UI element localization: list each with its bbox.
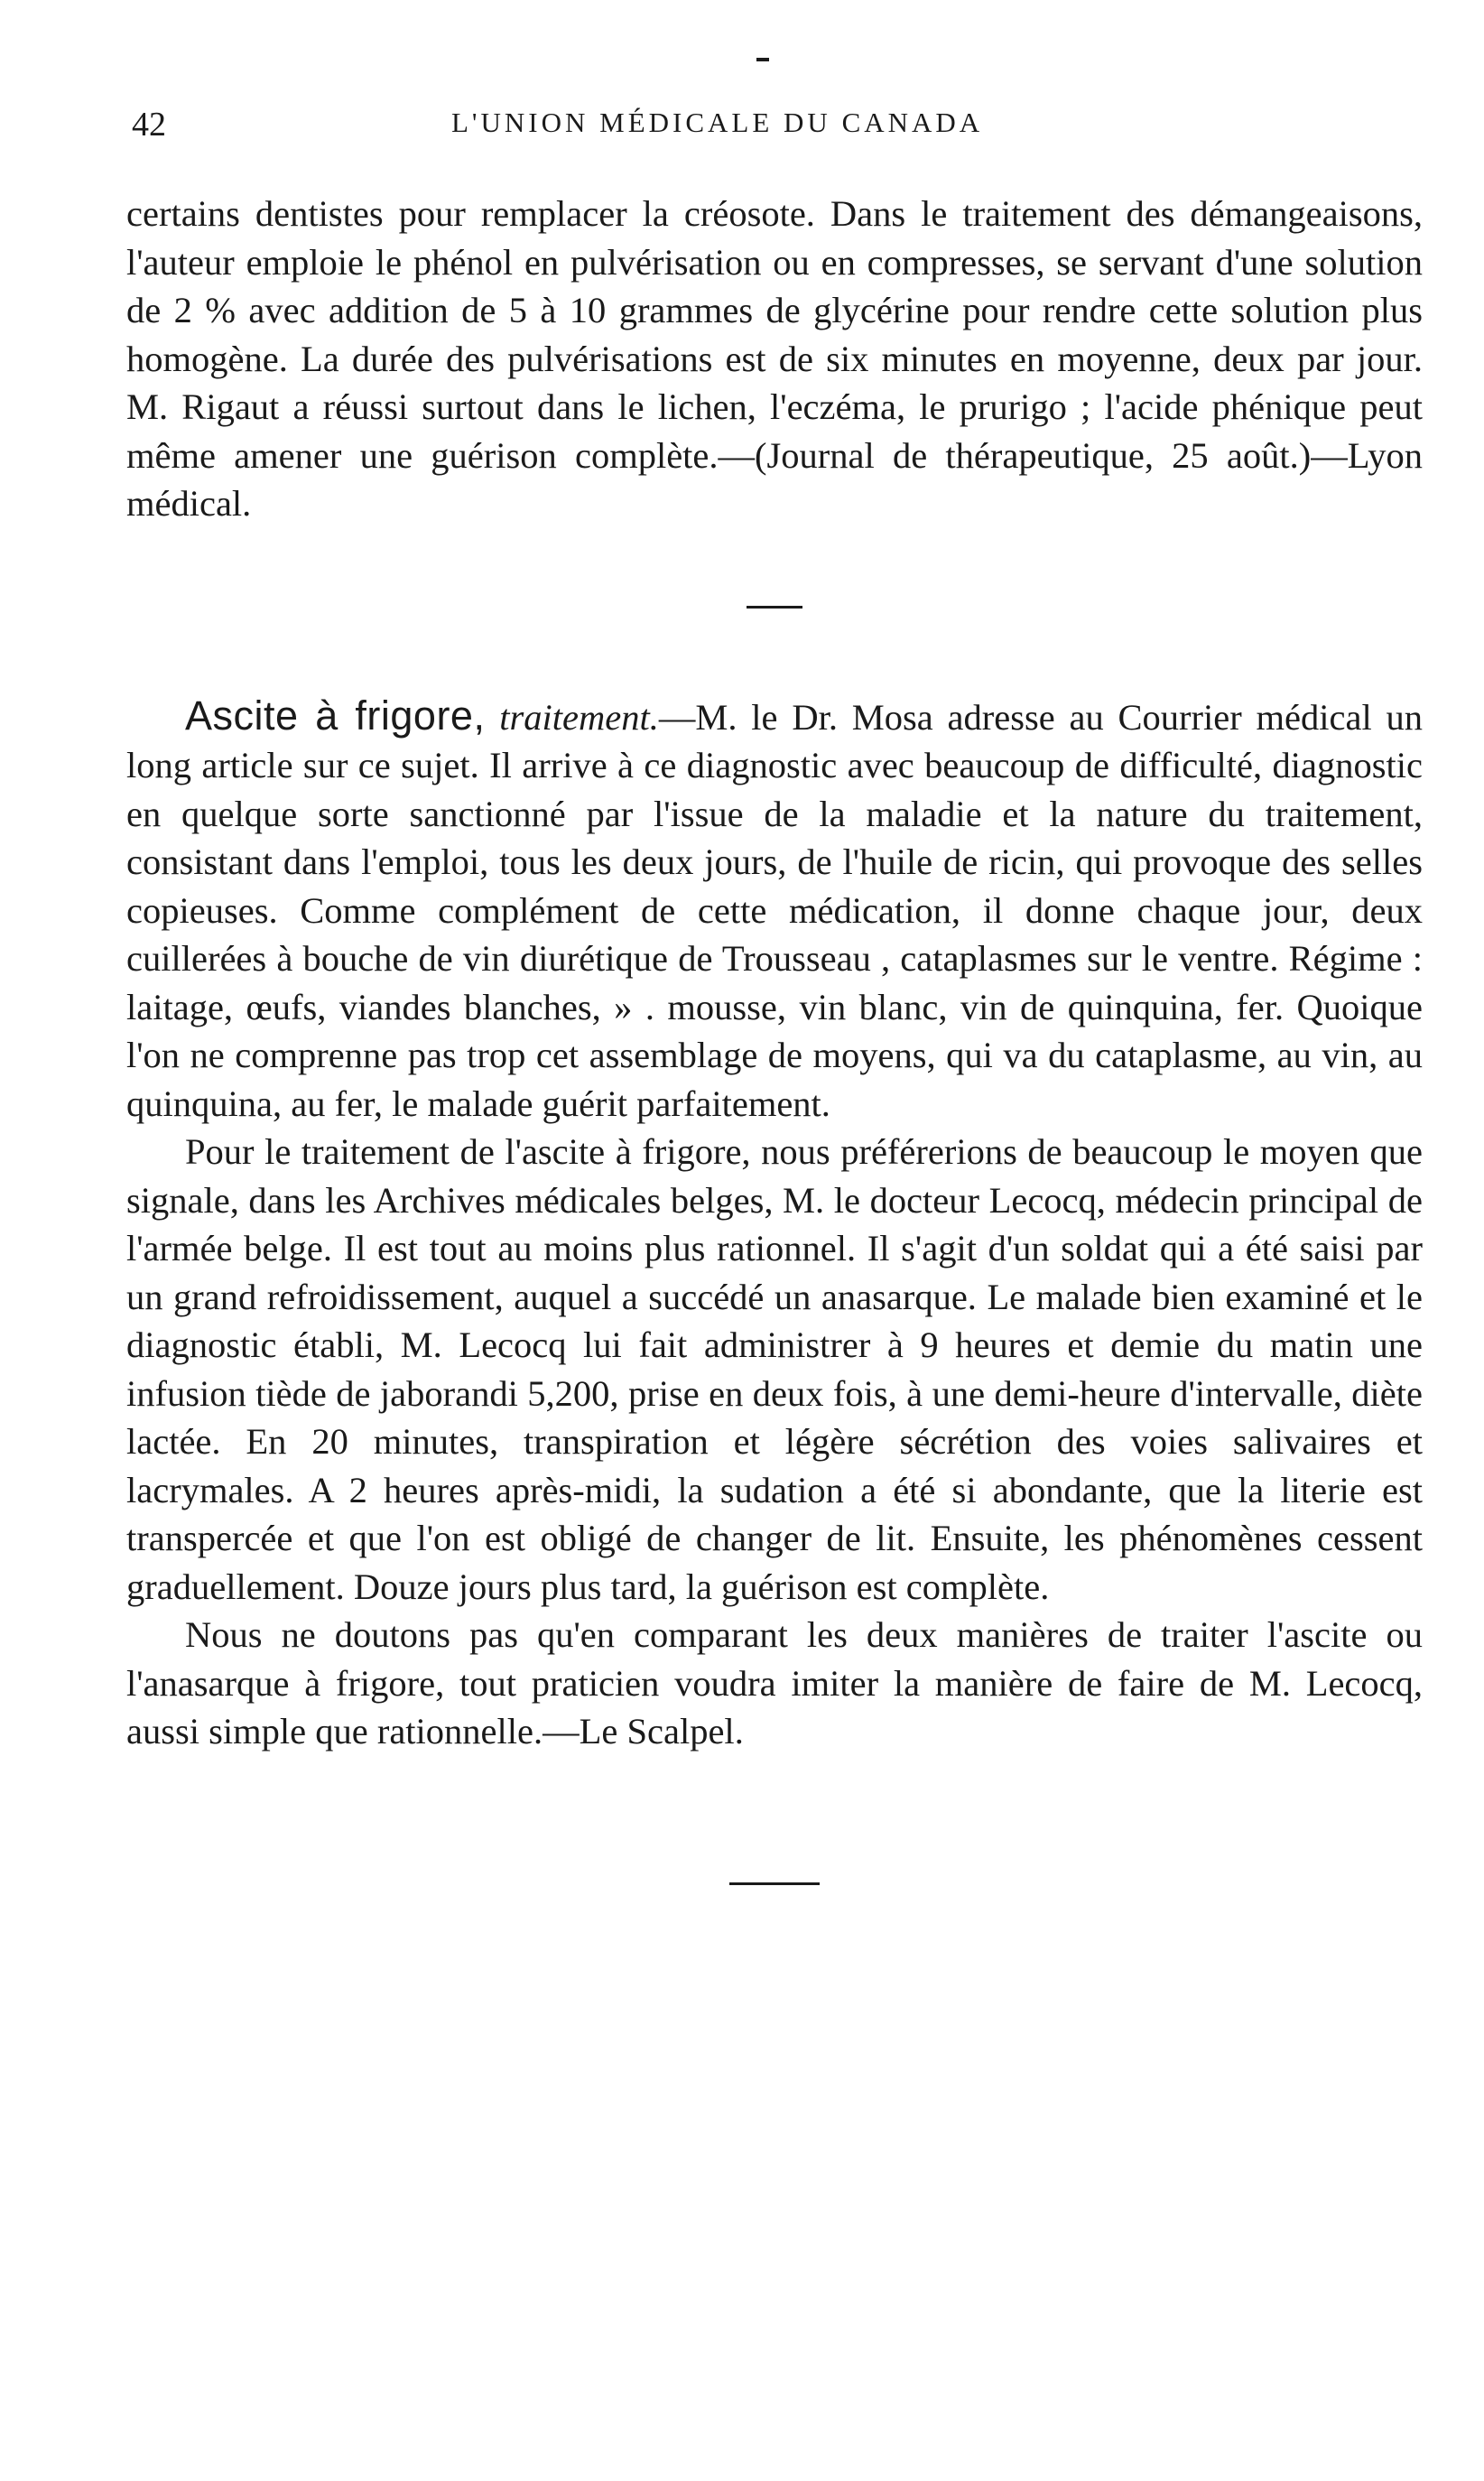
article-2-paragraph-1-text: —M. le Dr. Mosa adresse au Courrier médical un long article sur ce sujet. Il arrive à ce diagnostic avec beaucoup de difficulté, diagnostic en quelque sorte sanctionné par l'issue de la maladie et la nature du traitement, consistant dans l'emploi, tous les deux jours, de l'huile de ricin, qui provoque des selles copieuses. Comme complément de cette médication, il donne chaque jour, deux cuillerées à bouche de vin diurétique de Trousseau , cataplasmes sur le ventre. Régime : laitage, œufs, viandes blanches, » . mousse, vin blanc, vin de quinquina, fer. Quoique l'on ne comprenne pas trop cet assemblage de moyens, qui va du cataplasme, au vin, au quinquina, au fer, le malade guérit parfaitement. bbox=[126, 696, 1423, 1124]
section-heading: Ascite à frigore, bbox=[185, 692, 486, 739]
journal-title: L'UNION MÉDICALE DU CANADA bbox=[451, 107, 984, 138]
document-page bbox=[126, 54, 1423, 1885]
end-rule bbox=[729, 1882, 820, 1885]
section-subheading: traitement. bbox=[499, 696, 659, 738]
page-number: 42 bbox=[132, 106, 166, 144]
article-2-paragraph-1 bbox=[126, 692, 1423, 1129]
article-2-paragraph-2: Pour le traitement de l'ascite à frigore, nous préférerions de beaucoup le moyen que signale, dans les Archives médicales belges, M. le docteur Lecocq, médecin principal de l'armée belge. Il est tout au moins plus rationnel. Il s'agit d'un soldat qui a été saisi par un grand refroidissement, auquel a succédé un anasarque. Le malade bien examiné et le diagnostic établi, M. Lecocq lui fait administrer à 9 heures et demie du matin une infusion tiède de jaborandi 5,200, prise en deux fois, à une demi-heure d'intervalle, diète lactée. En 20 minutes, transpiration et légère sécrétion des voies salivaires et lacrymales. A 2 heures après-midi, la sudation a été si abondante, que la literie est transpercée et que l'on est obligé de changer de lit. Ensuite, les phénomènes cessent graduellement. Douze jours plus tard, la guérison est complète. bbox=[126, 1131, 1423, 1607]
article-2-paragraph-3: Nous ne doutons pas qu'en comparant les deux manières de traiter l'ascite ou l'anasarque à frigore, tout praticien voudra imiter la manière de faire de M. Lecocq, aussi simple que rationnelle.—Le Scalpel. bbox=[126, 1614, 1423, 1752]
article-1-text: certains dentistes pour remplacer la créosote. Dans le traitement des démangeaisons, l'auteur emploie le phénol en pulvérisation ou en compresses, se servant d'une solution de 2 % avec addition de 5 à 10 grammes de glycérine pour rendre cette solution plus homogène. La durée des pulvérisations est de six minutes en moyenne, deux par jour. M. Rigaut a réussi surtout dans le lichen, l'eczéma, le prurigo ; l'acide phénique peut même amener une guérison complète.—(Journal de thérapeutique, 25 août.)—Lyon médical. bbox=[126, 193, 1423, 524]
running-head bbox=[126, 105, 1423, 177]
section-divider bbox=[747, 606, 802, 609]
